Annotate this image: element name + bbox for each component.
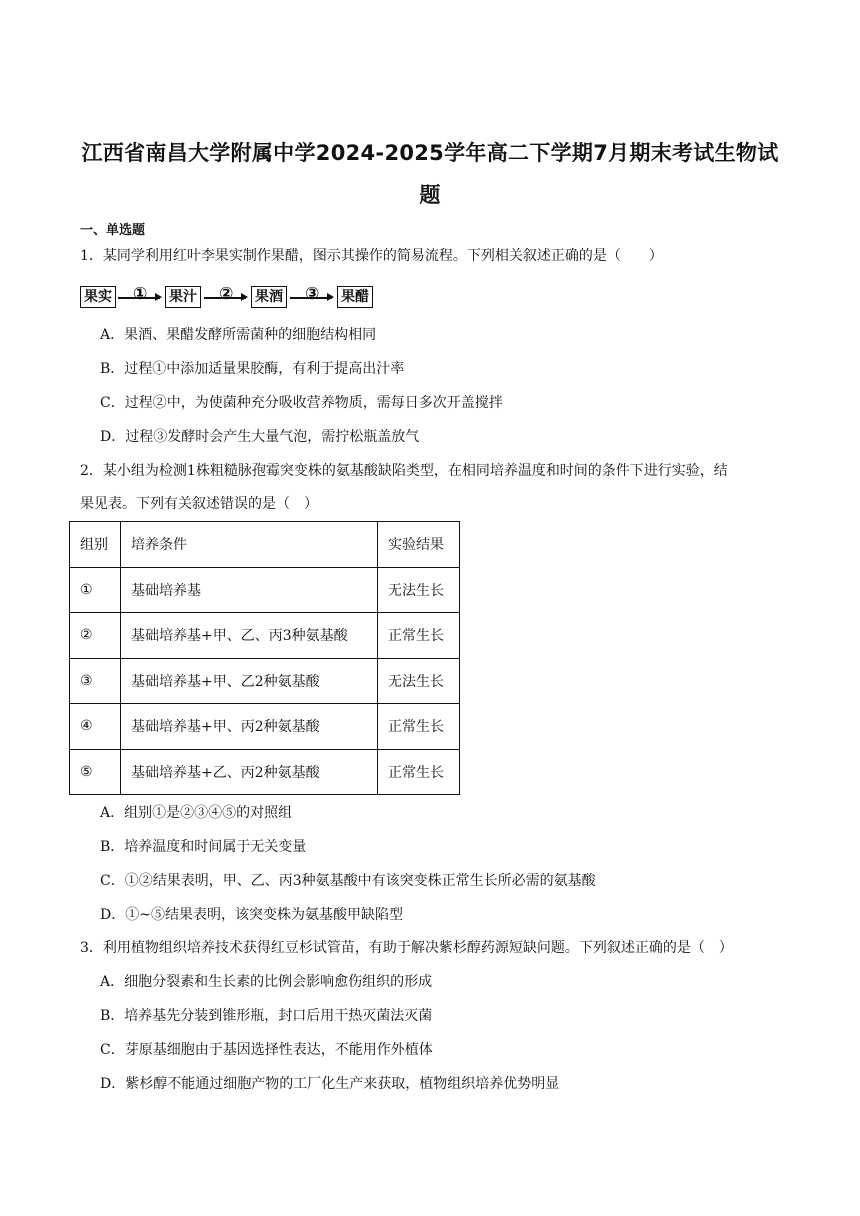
table-cell: 基础培养基+甲、乙2种氨基酸 xyxy=(121,658,378,704)
question-2-stem-line-1: 2．某小组为检测1株粗糙脉孢霉突变株的氨基酸缺陷类型，在相同培养温度和时间的条件下进行实验，结 xyxy=(80,463,728,479)
table-header-cell: 培养条件 xyxy=(121,522,378,568)
flow-arrow-2-label: ② xyxy=(219,284,234,304)
question-3-option-d: D．紫杉醇不能通过细胞产物的工厂化生产来获取，植物组织培养优势明显 xyxy=(100,1076,560,1092)
question-2-option-c: C．①②结果表明，甲、乙、丙3种氨基酸中有该突变株正常生长所必需的氨基酸 xyxy=(100,873,596,889)
table-row xyxy=(70,613,460,659)
table-row xyxy=(70,704,460,750)
flow-step-wine: 果酒 xyxy=(251,286,287,308)
table-cell: 无法生长 xyxy=(378,567,460,613)
flow-step-vinegar: 果醋 xyxy=(337,286,373,308)
table-cell: 基础培养基+甲、丙2种氨基酸 xyxy=(121,704,378,750)
table-cell: 正常生长 xyxy=(378,704,460,750)
table-cell: 无法生长 xyxy=(378,658,460,704)
question-3-option-b: B．培养基先分装到锥形瓶，封口后用干热灭菌法灭菌 xyxy=(100,1008,433,1024)
flow-arrow-3-label: ③ xyxy=(305,284,320,304)
flow-arrow-1 xyxy=(118,284,160,304)
table-header-cell: 实验结果 xyxy=(378,522,460,568)
question-3-stem: 3．利用植物组织培养技术获得红豆杉试管苗，有助于解决紫杉醇药源短缺问题。下列叙述正确的是（ ） xyxy=(80,940,733,956)
exam-title-line-1: 江西省南昌大学附属中学2024-2025学年高二下学期7月期末考试生物试 xyxy=(81,141,779,165)
table-header-row xyxy=(70,522,460,568)
results-table xyxy=(69,521,460,795)
question-1-option-b: B．过程①中添加适量果胶酶，有利于提高出汁率 xyxy=(100,361,405,377)
table-header-cell: 组别 xyxy=(70,522,121,568)
table-row xyxy=(70,567,460,613)
process-flow-diagram xyxy=(80,286,400,312)
table-cell: 基础培养基 xyxy=(121,567,378,613)
question-2-stem-line-2: 果见表。下列有关叙述错误的是（ ） xyxy=(80,496,318,512)
table-cell: ④ xyxy=(70,704,121,750)
table-cell: 基础培养基+乙、丙2种氨基酸 xyxy=(121,749,378,795)
table-cell: ③ xyxy=(70,658,121,704)
question-1-option-d: D．过程③发酵时会产生大量气泡，需拧松瓶盖放气 xyxy=(100,429,420,445)
question-1-stem: 1．某同学利用红叶李果实制作果醋，图示其操作的简易流程。下列相关叙述正确的是（ ） xyxy=(80,248,663,264)
flow-arrow-1-label: ① xyxy=(133,284,148,304)
section-heading: 一、单选题 xyxy=(80,223,146,238)
table-cell: ① xyxy=(70,567,121,613)
exam-title-line-2: 题 xyxy=(419,183,441,207)
question-1-option-c: C．过程②中，为使菌种充分吸收营养物质，需每日多次开盖搅拌 xyxy=(100,395,503,411)
question-3-option-c: C．芽原基细胞由于基因选择性表达，不能用作外植体 xyxy=(100,1042,433,1058)
question-2-option-a: A．组别①是②③④⑤的对照组 xyxy=(100,805,293,821)
table-cell: 基础培养基+甲、乙、丙3种氨基酸 xyxy=(121,613,378,659)
table-cell: 正常生长 xyxy=(378,613,460,659)
question-3-option-a: A．细胞分裂素和生长素的比例会影响愈伤组织的形成 xyxy=(100,974,433,990)
question-2-option-b: B．培养温度和时间属于无关变量 xyxy=(100,839,307,855)
table-cell: ② xyxy=(70,613,121,659)
flow-arrow-2 xyxy=(204,284,246,304)
table-row xyxy=(70,749,460,795)
flow-arrow-3 xyxy=(290,284,332,304)
table-row xyxy=(70,658,460,704)
flow-step-fruit: 果实 xyxy=(80,286,116,308)
question-1-option-a: A．果酒、果醋发酵所需菌种的细胞结构相同 xyxy=(100,327,377,343)
question-2-option-d: D．①~⑤结果表明，该突变株为氨基酸甲缺陷型 xyxy=(100,907,403,923)
flow-step-juice: 果汁 xyxy=(165,286,201,308)
table-cell: 正常生长 xyxy=(378,749,460,795)
table-cell: ⑤ xyxy=(70,749,121,795)
